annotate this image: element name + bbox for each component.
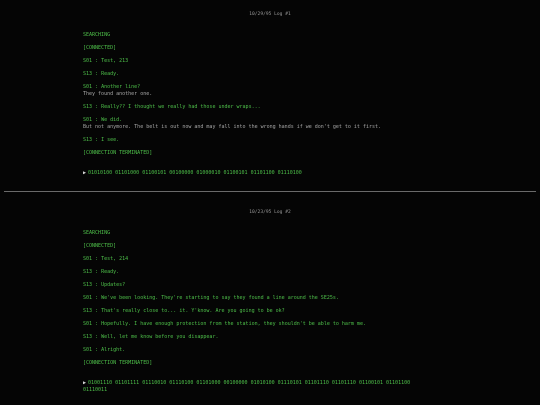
speaker: S01 <box>83 347 93 353</box>
separator: : <box>92 347 102 353</box>
message: Ready. <box>101 71 120 77</box>
chat-line <box>83 137 119 144</box>
play-arrow-icon: ▶ <box>83 380 87 386</box>
chat-line <box>83 334 218 341</box>
chat-line <box>83 282 125 289</box>
status-terminated: [CONNECTION TERMINATED] <box>83 150 153 156</box>
message: Test, 213 <box>101 58 129 64</box>
chat-line <box>83 71 119 78</box>
binary-message <box>83 380 410 387</box>
speaker: S01 <box>83 256 93 262</box>
chat-line <box>83 347 125 354</box>
message: Alright. <box>101 347 126 353</box>
chat-line <box>83 321 366 328</box>
status-connected: [CONNECTED] <box>83 45 117 51</box>
separator: : <box>92 137 102 143</box>
message: Updates? <box>101 282 126 288</box>
log-entry-2 <box>0 192 540 405</box>
chat-line <box>83 269 119 276</box>
chat-line <box>83 58 128 65</box>
speaker: S13 <box>83 104 93 110</box>
chat-line <box>83 295 339 302</box>
speaker: S13 <box>83 137 93 143</box>
message: That's really close to... it. Y'know. Are you going to be ok? <box>101 308 285 314</box>
separator: : <box>92 117 102 123</box>
speaker: S13 <box>83 71 93 77</box>
message: We've been looking. They're starting to say they found a line around the SE25s. <box>101 295 339 301</box>
binary-text: 01001110 01101111 01110010 01110100 01101000 00100000 01010100 01110101 01101110 01101110 01100101 01101100 <box>88 380 411 386</box>
binary-message <box>83 170 302 177</box>
chat-line <box>83 308 285 315</box>
message: Hopefully. I have enough protection from the station, they shouldn't be able to harm me. <box>101 321 366 327</box>
speaker: S13 <box>83 308 93 314</box>
log-title: 10/29/95 Log #1 <box>249 12 291 17</box>
speaker: S01 <box>83 58 93 64</box>
speaker: S13 <box>83 269 93 275</box>
speaker: S01 <box>83 295 93 301</box>
speaker: S13 <box>83 282 93 288</box>
message: Really?? I thought we really had those under wraps... <box>101 104 261 110</box>
message: I see. <box>101 137 120 143</box>
message-continuation: But not anymore. The belt is out now and may fall into the wrong hands if we don't get to it first. <box>83 123 382 130</box>
separator: : <box>92 269 102 275</box>
log-title: 10/23/95 Log #2 <box>249 210 291 215</box>
message-continuation: They found another one. <box>83 90 153 97</box>
separator: : <box>92 295 102 301</box>
speaker: S01 <box>83 84 93 90</box>
separator: : <box>92 104 102 110</box>
separator: : <box>92 334 102 340</box>
speaker: S13 <box>83 334 93 340</box>
chat-line <box>83 256 128 263</box>
separator: : <box>92 308 102 314</box>
separator: : <box>92 84 102 90</box>
speaker: S01 <box>83 117 93 123</box>
binary-continuation: 01110011 <box>83 386 108 393</box>
status-connected: [CONNECTED] <box>83 243 117 249</box>
speaker: S01 <box>83 321 93 327</box>
log-entry-1 <box>0 0 540 192</box>
binary-text: 01010100 01101000 01100101 00100000 01000010 01100101 01101100 01110100 <box>88 170 302 176</box>
status-searching: SEARCHING <box>83 230 111 236</box>
message: Well, let me know before you disappear. <box>101 334 219 340</box>
separator: : <box>92 321 102 327</box>
message: Test, 214 <box>101 256 129 262</box>
message: Ready. <box>101 269 120 275</box>
status-terminated: [CONNECTION TERMINATED] <box>83 360 153 366</box>
message: We did. <box>101 117 123 123</box>
status-searching: SEARCHING <box>83 32 111 38</box>
chat-line <box>83 104 261 111</box>
message: Another line? <box>101 84 141 90</box>
separator: : <box>92 256 102 262</box>
play-arrow-icon: ▶ <box>83 170 87 176</box>
separator: : <box>92 58 102 64</box>
separator: : <box>92 282 102 288</box>
separator: : <box>92 71 102 77</box>
